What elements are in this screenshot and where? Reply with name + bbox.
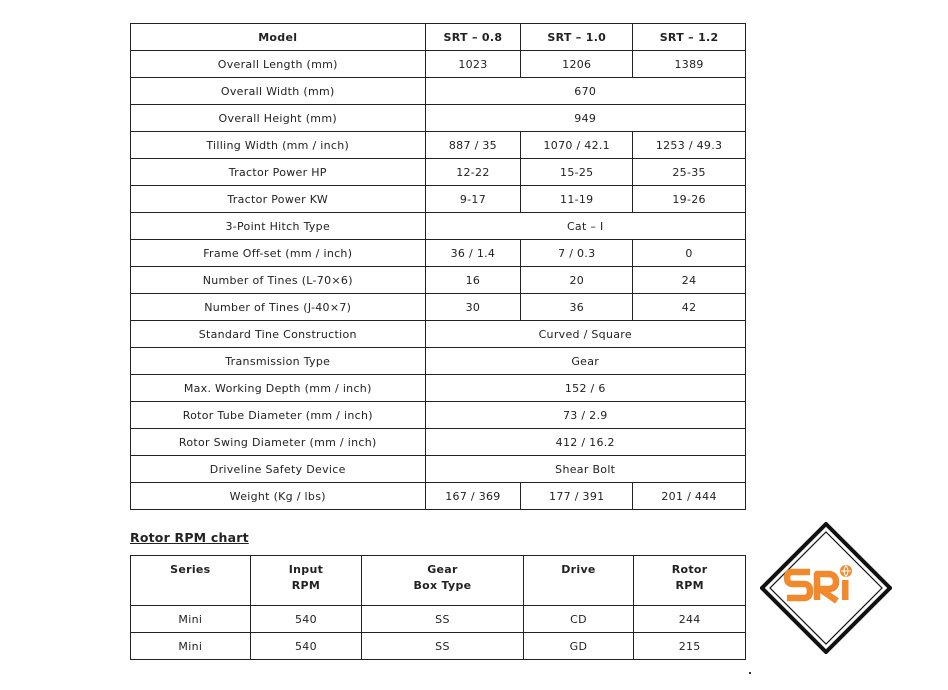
spec-value-merged: 670 (425, 78, 746, 105)
spec-value: 1206 (521, 51, 633, 78)
spec-value: 42 (633, 294, 746, 321)
spec-value: 25-35 (633, 159, 746, 186)
spec-row-label: 3-Point Hitch Type (131, 213, 426, 240)
spec-value: 177 / 391 (521, 483, 633, 510)
spec-value-merged: Cat – I (425, 213, 746, 240)
spec-row (131, 483, 746, 510)
spec-value-merged: 152 / 6 (425, 375, 746, 402)
rpm-row (131, 606, 746, 633)
rpm-header-line: RPM (291, 579, 321, 592)
spec-row-label: Overall Width (mm) (131, 78, 426, 105)
spec-value: 30 (425, 294, 521, 321)
specification-table (130, 23, 746, 510)
spec-value: 1253 / 49.3 (633, 132, 746, 159)
spec-row-label: Tilling Width (mm / inch) (131, 132, 426, 159)
spec-row (131, 294, 746, 321)
rpm-row (131, 633, 746, 660)
spec-row (131, 267, 746, 294)
rpm-cell: 244 (634, 606, 746, 633)
spec-value: 9-17 (425, 186, 521, 213)
rpm-header-line: Series (170, 563, 211, 576)
model-column-header: SRT – 0.8 (425, 24, 521, 51)
spec-row (131, 159, 746, 186)
spec-row (131, 51, 746, 78)
rpm-header-line: RPM (675, 579, 704, 592)
spec-value: 887 / 35 (425, 132, 521, 159)
rpm-header-cell (523, 556, 634, 606)
spec-row-label: Standard Tine Construction (131, 321, 426, 348)
spec-value: 0 (633, 240, 746, 267)
spec-row (131, 348, 746, 375)
spec-row-label: Rotor Tube Diameter (mm / inch) (131, 402, 426, 429)
spec-value: 167 / 369 (425, 483, 521, 510)
spec-row (131, 429, 746, 456)
rpm-cell: SS (362, 606, 523, 633)
spec-value: 12-22 (425, 159, 521, 186)
spec-row (131, 105, 746, 132)
page-dot (749, 672, 751, 674)
sri-logo (760, 522, 892, 654)
spec-header-row (131, 24, 746, 51)
spec-row (131, 321, 746, 348)
spec-value-merged: 949 (425, 105, 746, 132)
rpm-header-line: Drive (561, 563, 596, 576)
spec-value-merged: 412 / 16.2 (425, 429, 746, 456)
rpm-header-cell (362, 556, 523, 606)
spec-row-label: Max. Working Depth (mm / inch) (131, 375, 426, 402)
rpm-cell: SS (362, 633, 523, 660)
spec-value-merged: Gear (425, 348, 746, 375)
spec-value: 24 (633, 267, 746, 294)
rpm-header-line: Rotor (671, 563, 708, 576)
spec-value: 11-19 (521, 186, 633, 213)
spec-value: 1389 (633, 51, 746, 78)
rpm-header-cell (634, 556, 746, 606)
model-header: Model (131, 24, 426, 51)
spec-row-label: Overall Length (mm) (131, 51, 426, 78)
spec-value-merged: Shear Bolt (425, 456, 746, 483)
spec-value: 15-25 (521, 159, 633, 186)
spec-row (131, 402, 746, 429)
rpm-header-line: Gear (427, 563, 458, 576)
spec-row (131, 186, 746, 213)
rpm-header-cell (250, 556, 362, 606)
rpm-cell: 540 (250, 606, 362, 633)
spec-row (131, 456, 746, 483)
spec-row-label: Rotor Swing Diameter (mm / inch) (131, 429, 426, 456)
spec-row-label: Number of Tines (J-40×7) (131, 294, 426, 321)
rpm-cell: CD (523, 606, 634, 633)
spec-row (131, 78, 746, 105)
rpm-cell: 540 (250, 633, 362, 660)
spec-row-label: Overall Height (mm) (131, 105, 426, 132)
spec-row-label: Transmission Type (131, 348, 426, 375)
spec-row-label: Number of Tines (L-70×6) (131, 267, 426, 294)
rpm-header-line: Input (288, 563, 324, 576)
spec-value: 20 (521, 267, 633, 294)
rpm-cell: 215 (634, 633, 746, 660)
spec-value: 36 / 1.4 (425, 240, 521, 267)
rpm-header-line: Box Type (413, 579, 472, 592)
spec-row-label: Tractor Power HP (131, 159, 426, 186)
spec-row (131, 132, 746, 159)
spec-value: 201 / 444 (633, 483, 746, 510)
spec-value: 36 (521, 294, 633, 321)
model-column-header: SRT – 1.0 (521, 24, 633, 51)
rpm-cell: GD (523, 633, 634, 660)
spec-row-label: Frame Off-set (mm / inch) (131, 240, 426, 267)
rpm-cell: Mini (131, 606, 251, 633)
rpm-cell: Mini (131, 633, 251, 660)
spec-value-merged: Curved / Square (425, 321, 746, 348)
rpm-header-cell (131, 556, 251, 606)
spec-value: 1070 / 42.1 (521, 132, 633, 159)
spec-row (131, 375, 746, 402)
rotor-rpm-chart-title: Rotor RPM chart (130, 530, 249, 545)
spec-value: 1023 (425, 51, 521, 78)
logo-letter-i (842, 580, 849, 600)
spec-row (131, 240, 746, 267)
spec-row-label: Driveline Safety Device (131, 456, 426, 483)
model-column-header: SRT – 1.2 (633, 24, 746, 51)
spec-value: 19-26 (633, 186, 746, 213)
rotor-rpm-table (130, 555, 746, 660)
spec-value: 7 / 0.3 (521, 240, 633, 267)
spec-value: 16 (425, 267, 521, 294)
spec-row (131, 213, 746, 240)
spec-row-label: Weight (Kg / lbs) (131, 483, 426, 510)
rpm-table-header-row (131, 556, 746, 606)
spec-value-merged: 73 / 2.9 (425, 402, 746, 429)
spec-row-label: Tractor Power KW (131, 186, 426, 213)
